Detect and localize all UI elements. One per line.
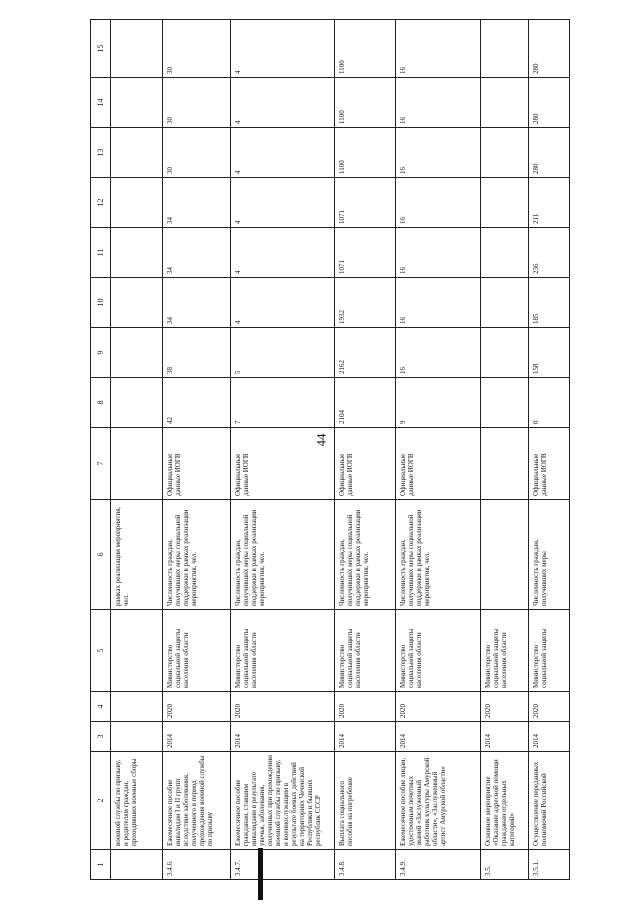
table-body — [111, 20, 570, 880]
table-cell: Выплата социального пособия на погребение — [335, 752, 396, 850]
column-number-header: 4 — [91, 692, 111, 722]
table-cell: Численность граждан, получивших меры социальной поддержки в рамках реализации мероприятия, чел. — [335, 500, 396, 610]
table-cell: 4 — [230, 128, 334, 178]
table-cell — [111, 328, 163, 378]
table-cell — [111, 20, 163, 78]
table-cell: 16 — [395, 78, 480, 128]
table-cell: 2014 — [480, 722, 528, 752]
table-cell — [480, 128, 528, 178]
column-number-header: 15 — [91, 20, 111, 78]
table-cell: Ежемесячное пособие лицам, удостоенным почетных званий «Заслуженный работник культуры Амурской области», «Заслуженный артист Амурской области» — [395, 752, 480, 850]
column-number-header: 2 — [91, 752, 111, 850]
table-cell: Официальные данные ИОГВ — [230, 428, 334, 500]
table-cell: 1100 — [335, 78, 396, 128]
table-cell — [480, 328, 528, 378]
table-cell: 2014 — [528, 722, 569, 752]
program-table — [90, 19, 570, 880]
table-cell: 2020 — [395, 692, 480, 722]
table-cell — [111, 850, 163, 880]
table-cell: 1071 — [335, 178, 396, 228]
table-cell: Министерство социальной защиты населения области — [230, 610, 334, 692]
table-cell — [111, 178, 163, 228]
table-cell: Министерство социальной защиты населения области — [395, 610, 480, 692]
table-cell: 2020 — [528, 692, 569, 722]
table-cell: 2020 — [335, 692, 396, 722]
table-cell — [111, 722, 163, 752]
table-cell — [111, 428, 163, 500]
column-number-header: 3 — [91, 722, 111, 752]
table-cell: 30 — [163, 78, 230, 128]
rotated-table-container — [90, 20, 570, 880]
table-cell — [480, 278, 528, 328]
table-cell — [111, 610, 163, 692]
table-cell: 7 — [230, 378, 334, 428]
table-row — [111, 20, 163, 880]
table-cell: Ежемесячное пособие инвалидам I и II групп вследствие заболевания, полученного в период прохождения военной службы по призыву — [163, 752, 230, 850]
table-cell: 16 — [395, 178, 480, 228]
table-cell: 2020 — [163, 692, 230, 722]
table-cell: Осуществление переданных полномочий Российской — [528, 752, 569, 850]
table-cell: 1071 — [335, 228, 396, 278]
table-cell: 16 — [395, 328, 480, 378]
table-cell: 42 — [163, 378, 230, 428]
table-cell — [480, 428, 528, 500]
table-cell — [480, 378, 528, 428]
table-cell: Ежемесячное пособие гражданам, ставшим инвалидами в результате увечья, заболевания, полученных при прохождении военной службы по призыву, и военнослужащим в результате боевых действий на территориях Чеченской Республики и бывших республик СССР — [230, 752, 334, 850]
table-cell: 30 — [163, 20, 230, 78]
table-cell: рамках реализации мероприятия, чел. — [111, 500, 163, 610]
table-cell: 2162 — [335, 328, 396, 378]
table-cell: 2014 — [395, 722, 480, 752]
table-cell: 2014 — [230, 722, 334, 752]
table-cell: 3.4.6. — [163, 850, 230, 880]
table-cell: Численность граждан, получивших меры социальной поддержки в рамках реализации мероприятия, чел. — [230, 500, 334, 610]
table-cell: 2020 — [480, 692, 528, 722]
table-cell: 1100 — [335, 128, 396, 178]
table-cell: Численность граждан, получивших меры социальной поддержки в рамках реализации мероприятия, чел. — [163, 500, 230, 610]
table-cell: 3.5.1. — [528, 850, 569, 880]
table-cell: 3.4.7. — [230, 850, 334, 880]
table-cell: 30 — [163, 128, 230, 178]
table-cell: 9 — [395, 378, 480, 428]
column-number-header: 8 — [91, 378, 111, 428]
column-number-row — [91, 20, 111, 880]
table-cell: 16 — [395, 128, 480, 178]
table-cell: 4 — [230, 20, 334, 78]
table-cell: 236 — [528, 228, 569, 278]
table-cell: 5 — [230, 328, 334, 378]
table-row — [335, 20, 396, 880]
page-number: 44 — [313, 433, 329, 447]
table-cell: Официальные данные ИОГВ — [335, 428, 396, 500]
table-row — [528, 20, 569, 880]
table-cell — [111, 692, 163, 722]
table-cell — [111, 228, 163, 278]
column-number-header: 12 — [91, 178, 111, 228]
table-cell: 4 — [230, 78, 334, 128]
table-cell: 280 — [528, 20, 569, 78]
table-cell: Официальные данные ИОГВ — [163, 428, 230, 500]
table-row — [163, 20, 230, 880]
table-cell: 16 — [395, 278, 480, 328]
table-row — [395, 20, 480, 880]
table-cell: 0 — [528, 378, 569, 428]
table-cell — [111, 378, 163, 428]
column-number-header: 11 — [91, 228, 111, 278]
table-row — [480, 20, 528, 880]
table-cell: 4 — [230, 278, 334, 328]
table-cell: 1932 — [335, 278, 396, 328]
table-cell: Численность граждан, получивших меры социальной поддержки в рамках реализации мероприятия, чел. — [395, 500, 480, 610]
column-number-header: 9 — [91, 328, 111, 378]
table-cell: Министерство социальной защиты — [528, 610, 569, 692]
table-cell: 158 — [528, 328, 569, 378]
table-cell: 34 — [163, 178, 230, 228]
table-cell: 280 — [528, 128, 569, 178]
column-number-header: 13 — [91, 128, 111, 178]
table-cell: Министерство социальной защиты населения области — [163, 610, 230, 692]
table-cell — [111, 128, 163, 178]
table-cell: 2104 — [335, 378, 396, 428]
column-number-header: 1 — [91, 850, 111, 880]
table-cell — [480, 78, 528, 128]
column-number-header: 14 — [91, 78, 111, 128]
edge-mark — [258, 848, 263, 900]
table-cell — [480, 228, 528, 278]
table-cell: 16 — [395, 20, 480, 78]
table-cell: 34 — [163, 278, 230, 328]
table-cell: Официальные данные ИОГВ — [395, 428, 480, 500]
column-number-header: 6 — [91, 500, 111, 610]
table-cell: Численность граждан, получивших меры — [528, 500, 569, 610]
table-cell: 3.4.8. — [335, 850, 396, 880]
table-cell: Министерство социальной защиты населения области — [480, 610, 528, 692]
table-cell: военной службы по призыву, и родителям граждан, проходивших военные сборы — [111, 752, 163, 850]
table-cell: 38 — [163, 328, 230, 378]
table-cell: 185 — [528, 278, 569, 328]
table-cell — [111, 278, 163, 328]
table-cell: 2020 — [230, 692, 334, 722]
table-cell: 211 — [528, 178, 569, 228]
table-cell: 2014 — [163, 722, 230, 752]
table-cell: 2014 — [335, 722, 396, 752]
table-cell: Министерство социальной защиты населения области — [335, 610, 396, 692]
table-cell — [480, 500, 528, 610]
table-cell: 3.5. — [480, 850, 528, 880]
table-row — [230, 20, 334, 880]
table-cell — [480, 178, 528, 228]
table-cell: 4 — [230, 178, 334, 228]
table-cell: Официальные данные ИОГВ — [528, 428, 569, 500]
table-cell: 4 — [230, 228, 334, 278]
table-cell — [480, 20, 528, 78]
column-number-header: 5 — [91, 610, 111, 692]
table-cell — [111, 78, 163, 128]
table-cell: 34 — [163, 228, 230, 278]
table-cell: 16 — [395, 228, 480, 278]
table-cell: 280 — [528, 78, 569, 128]
table-cell: 3.4.9. — [395, 850, 480, 880]
column-number-header: 10 — [91, 278, 111, 328]
table-cell: 1100 — [335, 20, 396, 78]
table-cell: Основное мероприятие «Оказание адресной помощи гражданам отдельных категорий» — [480, 752, 528, 850]
column-number-header: 7 — [91, 428, 111, 500]
